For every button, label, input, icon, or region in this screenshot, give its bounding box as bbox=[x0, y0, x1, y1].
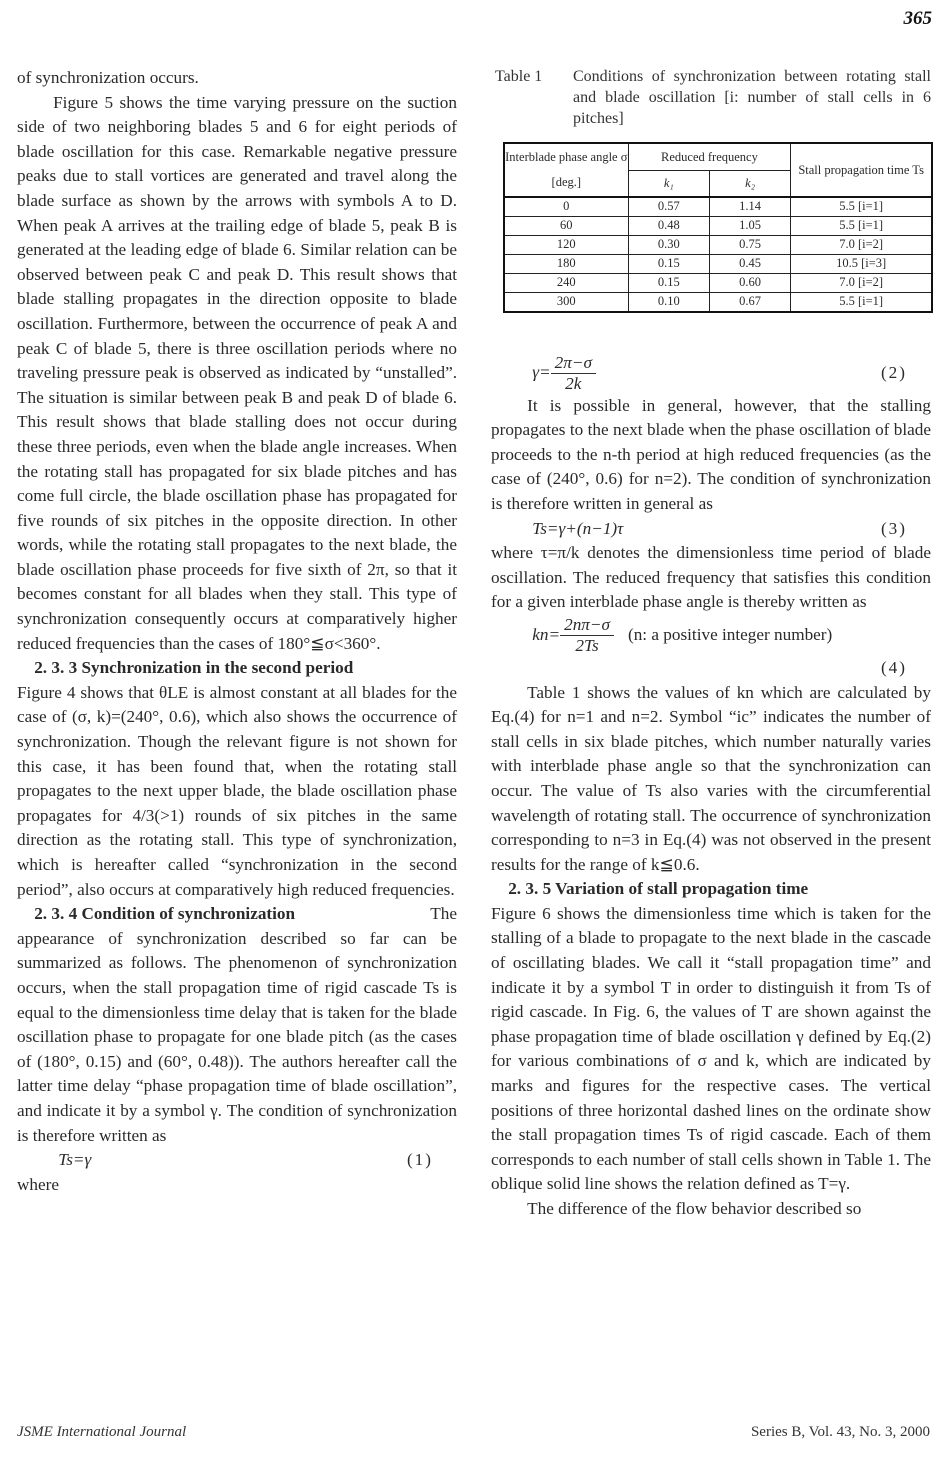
table-row bbox=[504, 197, 932, 217]
right-column bbox=[491, 66, 931, 1222]
paragraph: Figure 4 shows that θLE is almost constant at all blades for the case of (σ, k)=(240°, 0.6), which also shows the occurrence of synchronization. Though the relevant figure is not shown for this case, it has been found that, when the rotating stall propagates to the next upper blade, the blade oscillation phase propagates for 4/3(>1) rounds of six pitches in the same direction as the rotating stall. This type of synchronization, which is hereafter called “synchronization in the second period”, also occurs at comparatively high reduced frequencies. bbox=[17, 682, 457, 899]
footer-issue: Series B, Vol. 43, No. 3, 2000 bbox=[750, 1424, 930, 1440]
heading-text: 2. 3. 4 Condition of synchronization bbox=[34, 904, 296, 924]
cell-sigma: 0 bbox=[504, 197, 628, 217]
cell-ts: 5.5 [i=1] bbox=[791, 292, 932, 312]
table-1-block bbox=[491, 66, 931, 313]
paragraph: appearance of synchronization described so far can be summarized as follows. The phenomenon of synchronization occurs, when the stall propagation time of rigid cascade Ts is equal to the dimensionless time delay that is taken for the blade oscillation phase to propagate for one blade pitch (as the cases of (180°, 0.15) and (60°, 0.48)). The authors hereafter call the latter time delay “phase propagation time of blade oscillation”, and indicate it by a symbol γ. The condition of synchronization is therefore written as bbox=[17, 928, 457, 1145]
paragraph: where bbox=[17, 1174, 59, 1194]
paragraph: Table 1 shows the values of kn which are calculated by Eq.(4) for n=1 and n=2. Symbol “ic” indicates the number of stall cells in six blade pitches, which number naturally varies with interblade phase angle so that the synchronization can occur. The value of Ts also varies with the circumferential wavelength of rotating stall. The occurrence of synchronization corresponding to n=3 in Eq.(4) was not observed in the present results for the range of k≦0.6. bbox=[491, 682, 931, 874]
equation-number: (3) bbox=[880, 518, 907, 538]
cell-k1: 0.48 bbox=[628, 216, 709, 235]
cell-sigma: 240 bbox=[504, 273, 628, 292]
cell-k2: 0.45 bbox=[709, 254, 790, 273]
cell-sigma: 120 bbox=[504, 235, 628, 254]
denominator: 2Ts bbox=[575, 635, 599, 655]
page-number: 365 bbox=[903, 8, 932, 29]
equation-4 bbox=[491, 615, 931, 656]
cell-sigma: 180 bbox=[504, 254, 628, 273]
fraction bbox=[551, 353, 596, 394]
heading-text: 2. 3. 3 Synchronization in the second period bbox=[34, 658, 354, 678]
table-body bbox=[504, 197, 932, 312]
table-row bbox=[504, 292, 932, 312]
table-label: Table 1 bbox=[495, 68, 543, 85]
equation-lhs: γ= bbox=[532, 362, 551, 382]
heading-trailing-word: The bbox=[430, 904, 457, 924]
cell-k1: 0.30 bbox=[628, 235, 709, 254]
fraction bbox=[560, 615, 614, 656]
col-header-stall-time: Stall propagation time Ts bbox=[791, 143, 932, 197]
cell-k2: 0.60 bbox=[709, 273, 790, 292]
equation-body bbox=[532, 353, 596, 394]
col-header-reduced-frequency: Reduced frequency bbox=[628, 143, 791, 171]
table-row bbox=[504, 216, 932, 235]
equation-body: Ts=γ+(n−1)τ bbox=[532, 518, 624, 538]
equation-1 bbox=[17, 1148, 457, 1173]
left-column bbox=[17, 66, 457, 1197]
equation-number: (4) bbox=[880, 657, 907, 677]
col-header-phase: Interblade phase angle σ [deg.] bbox=[504, 143, 628, 197]
paragraph: of synchronization occurs. bbox=[17, 68, 199, 87]
paragraph: It is possible in general, however, that the stalling propagates to the next blade when the phase oscillation of blade proceeds to the n-th period at high reduced frequencies (as the case of (240°, 0.6) for n=2). The condition of synchronization is therefore written in general as bbox=[491, 395, 931, 513]
table-1 bbox=[503, 142, 933, 313]
cell-k1: 0.57 bbox=[628, 197, 709, 217]
table-row bbox=[504, 254, 932, 273]
cell-sigma: 60 bbox=[504, 216, 628, 235]
col-header-k2: k₂ bbox=[709, 171, 790, 197]
equation-2 bbox=[491, 353, 931, 394]
table-caption bbox=[491, 66, 931, 129]
table-caption-text: Conditions of synchronization between rotating stall and blade oscillation [i: number of stall cells in 6 pitches] bbox=[573, 68, 931, 127]
cell-k2: 0.75 bbox=[709, 235, 790, 254]
cell-ts: 7.0 [i=2] bbox=[791, 235, 932, 254]
cell-ts: 7.0 [i=2] bbox=[791, 273, 932, 292]
col-header-k1: k₁ bbox=[628, 171, 709, 197]
section-heading-2-3-3 bbox=[17, 656, 457, 681]
numerator: 2π−σ bbox=[551, 353, 596, 374]
equation-note: (n: a positive integer number) bbox=[627, 625, 833, 645]
cell-ts: 5.5 [i=1] bbox=[791, 216, 932, 235]
equation-lhs: kn= bbox=[532, 625, 561, 645]
cell-k1: 0.15 bbox=[628, 254, 709, 273]
table-row bbox=[504, 273, 932, 292]
paragraph: Figure 5 shows the time varying pressure on the suction side of two neighboring blades 5 and 6 for eight periods of blade oscillation for this case. Remarkable negative pressure peaks due to stall vortices are generated and travel along the blade surface as shown by the arrows with symbols A to D. When peak A arrives at the trailing edge of blade 5, peak B is generated at the leading edge of blade 6. Similar relation can be observed between peak C and peak D. This result shows that blade stalling propagates in the direction opposite to blade oscillation. Furthermore, between the occurrence of peak A and peak C of blade 5, there is three oscillation periods where no traveling pressure peak is observed as indicated by “unstalled”. The situation is similar between peak B and peak D of blade 6. This result shows that blade stalling does not occur during these three periods, even when the blade angle increases. When the rotating stall has propagated for six blade pitches and has come full circle, the blade oscillation phase has propagated for five rounds of six pitches in the opposite direction. In other words, while the rotating stall propagates to the next blade, the blade oscillation phase proceeds for five sixth of 2π, so that it becomes constant for all blades when they stall. This type of synchronization consequently occurs at comparatively higher reduced frequencies than the cases of 180°≦σ<360°. bbox=[17, 92, 457, 653]
cell-ts: 10.5 [i=3] bbox=[791, 254, 932, 273]
table-row bbox=[504, 235, 932, 254]
cell-k2: 1.05 bbox=[709, 216, 790, 235]
cell-sigma: 300 bbox=[504, 292, 628, 312]
equation-3 bbox=[491, 517, 931, 542]
equation-number: (1) bbox=[406, 1150, 433, 1170]
denominator: 2k bbox=[565, 373, 582, 393]
footer-journal: JSME International Journal bbox=[17, 1424, 187, 1440]
paragraph: The difference of the flow behavior described so bbox=[527, 1199, 862, 1218]
equation-4-number-row bbox=[491, 656, 931, 681]
numerator: 2nπ−σ bbox=[560, 615, 614, 636]
paragraph: Figure 6 shows the dimensionless time which is taken for the stalling of a blade to propagate to the next blade in the cascade of oscillating blades. We call it “stall propagation time” and indicate it by a symbol T in order to distinguish it from Ts of rigid cascade. In Fig. 6, the values of T are shown against the phase propagation time of blade oscillation γ defined by Eq.(2) for various combinations of σ and k, which are indicated by marks and figures for the respective cases. The vertical positions of three horizontal dashed lines on the ordinate show the stall propagation times Ts of rigid cascade. Each of them corresponds to each number of stall cells shown in Table 1. The oblique solid line shows the relation defined as T=γ. bbox=[491, 903, 931, 1194]
paragraph: where τ=π/k denotes the dimensionless time period of blade oscillation. The reduced frequency that satisfies this condition for a given interblade phase angle is thereby written as bbox=[491, 543, 931, 612]
equation-body: Ts=γ bbox=[58, 1150, 92, 1170]
equation-number: (2) bbox=[880, 362, 907, 382]
cell-k2: 1.14 bbox=[709, 197, 790, 217]
cell-k1: 0.10 bbox=[628, 292, 709, 312]
cell-k2: 0.67 bbox=[709, 292, 790, 312]
section-heading-2-3-4 bbox=[17, 902, 457, 927]
cell-k1: 0.15 bbox=[628, 273, 709, 292]
heading-text: 2. 3. 5 Variation of stall propagation time bbox=[508, 879, 809, 899]
section-heading-2-3-5 bbox=[491, 877, 931, 902]
cell-ts: 5.5 [i=1] bbox=[791, 197, 932, 217]
